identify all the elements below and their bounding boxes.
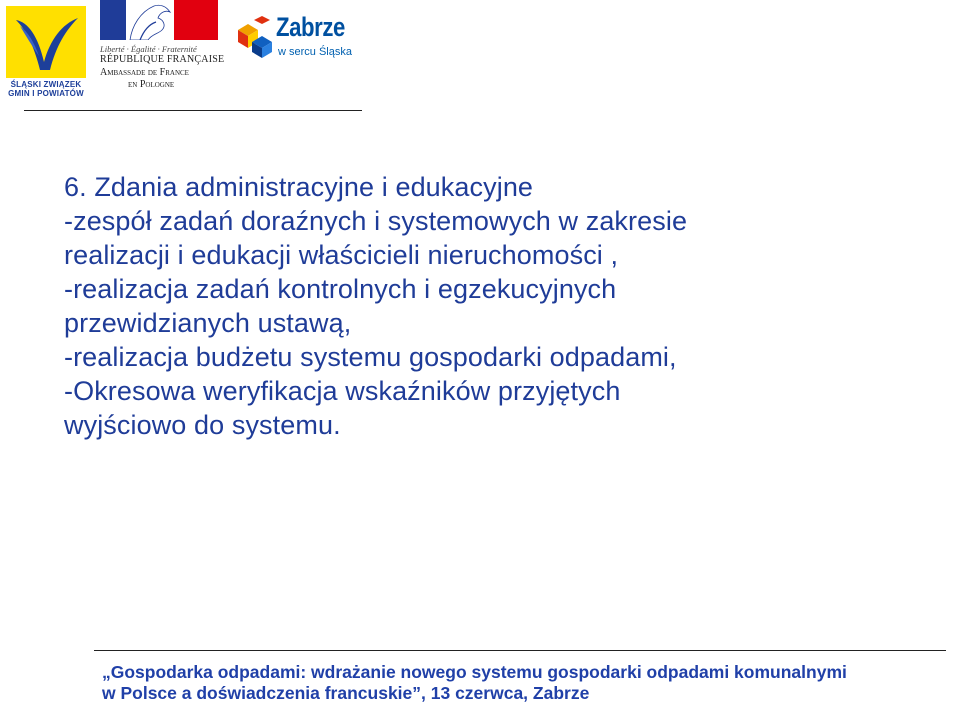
body-line-6: -Okresowa weryfikacja wskaźników przyjętych (64, 376, 621, 406)
zabrze-wordmark: Zabrze (276, 12, 345, 42)
header-logos (0, 0, 960, 110)
footer-line-2: w Polsce a doświadczenia francuskie”, 13 czerwca, Zabrze (102, 683, 590, 703)
zabrze-cubes-icon (234, 16, 274, 60)
body-line-3: -realizacja zadań kontrolnych i egzekucyjnych (64, 274, 617, 304)
embassy-label: Ambassade de France (100, 67, 189, 78)
slide-body (64, 170, 944, 442)
zabrze-logo (234, 12, 364, 72)
silesia-v-mark-icon (6, 6, 86, 78)
body-line-1: -zespół zadań doraźnych i systemowych w zakresie (64, 206, 688, 236)
zabrze-tagline: w sercu Śląska (278, 46, 352, 58)
body-line-5: -realizacja budżetu systemu gospodarki odpadami, (64, 342, 677, 372)
embassy-country-label: en Pologne (128, 79, 175, 90)
body-line-7: wyjściowo do systemu. (64, 410, 341, 440)
silesia-union-logo (6, 6, 86, 98)
header-divider (24, 110, 362, 111)
french-embassy-logo (100, 0, 225, 100)
footer-line-1: „Gospodarka odpadami: wdrażanie nowego systemu gospodarki odpadami komunalnymi (102, 662, 847, 682)
silesia-logo-caption (6, 80, 86, 98)
body-line-4: przewidzianych ustawą, (64, 308, 352, 338)
silesia-logo-emblem (6, 6, 86, 78)
silesia-caption-line-1: ŚLĄSKI ZWIĄZEK (10, 80, 82, 89)
footer-divider (94, 650, 946, 651)
slide-footer (102, 662, 960, 704)
silesia-caption-line-2: GMIN I POWIATÓW (8, 89, 84, 98)
french-republic-label: RÉPUBLIQUE FRANÇAISE (100, 54, 225, 65)
french-motto: Liberté · Égalité · Fraternité (100, 44, 197, 54)
body-line-2: realizacji i edukacji właścicieli nieruchomości , (64, 240, 619, 270)
slide-title: 6. Zdania administracyjne i edukacyjne (64, 172, 534, 202)
marianne-flag-icon (100, 0, 218, 40)
